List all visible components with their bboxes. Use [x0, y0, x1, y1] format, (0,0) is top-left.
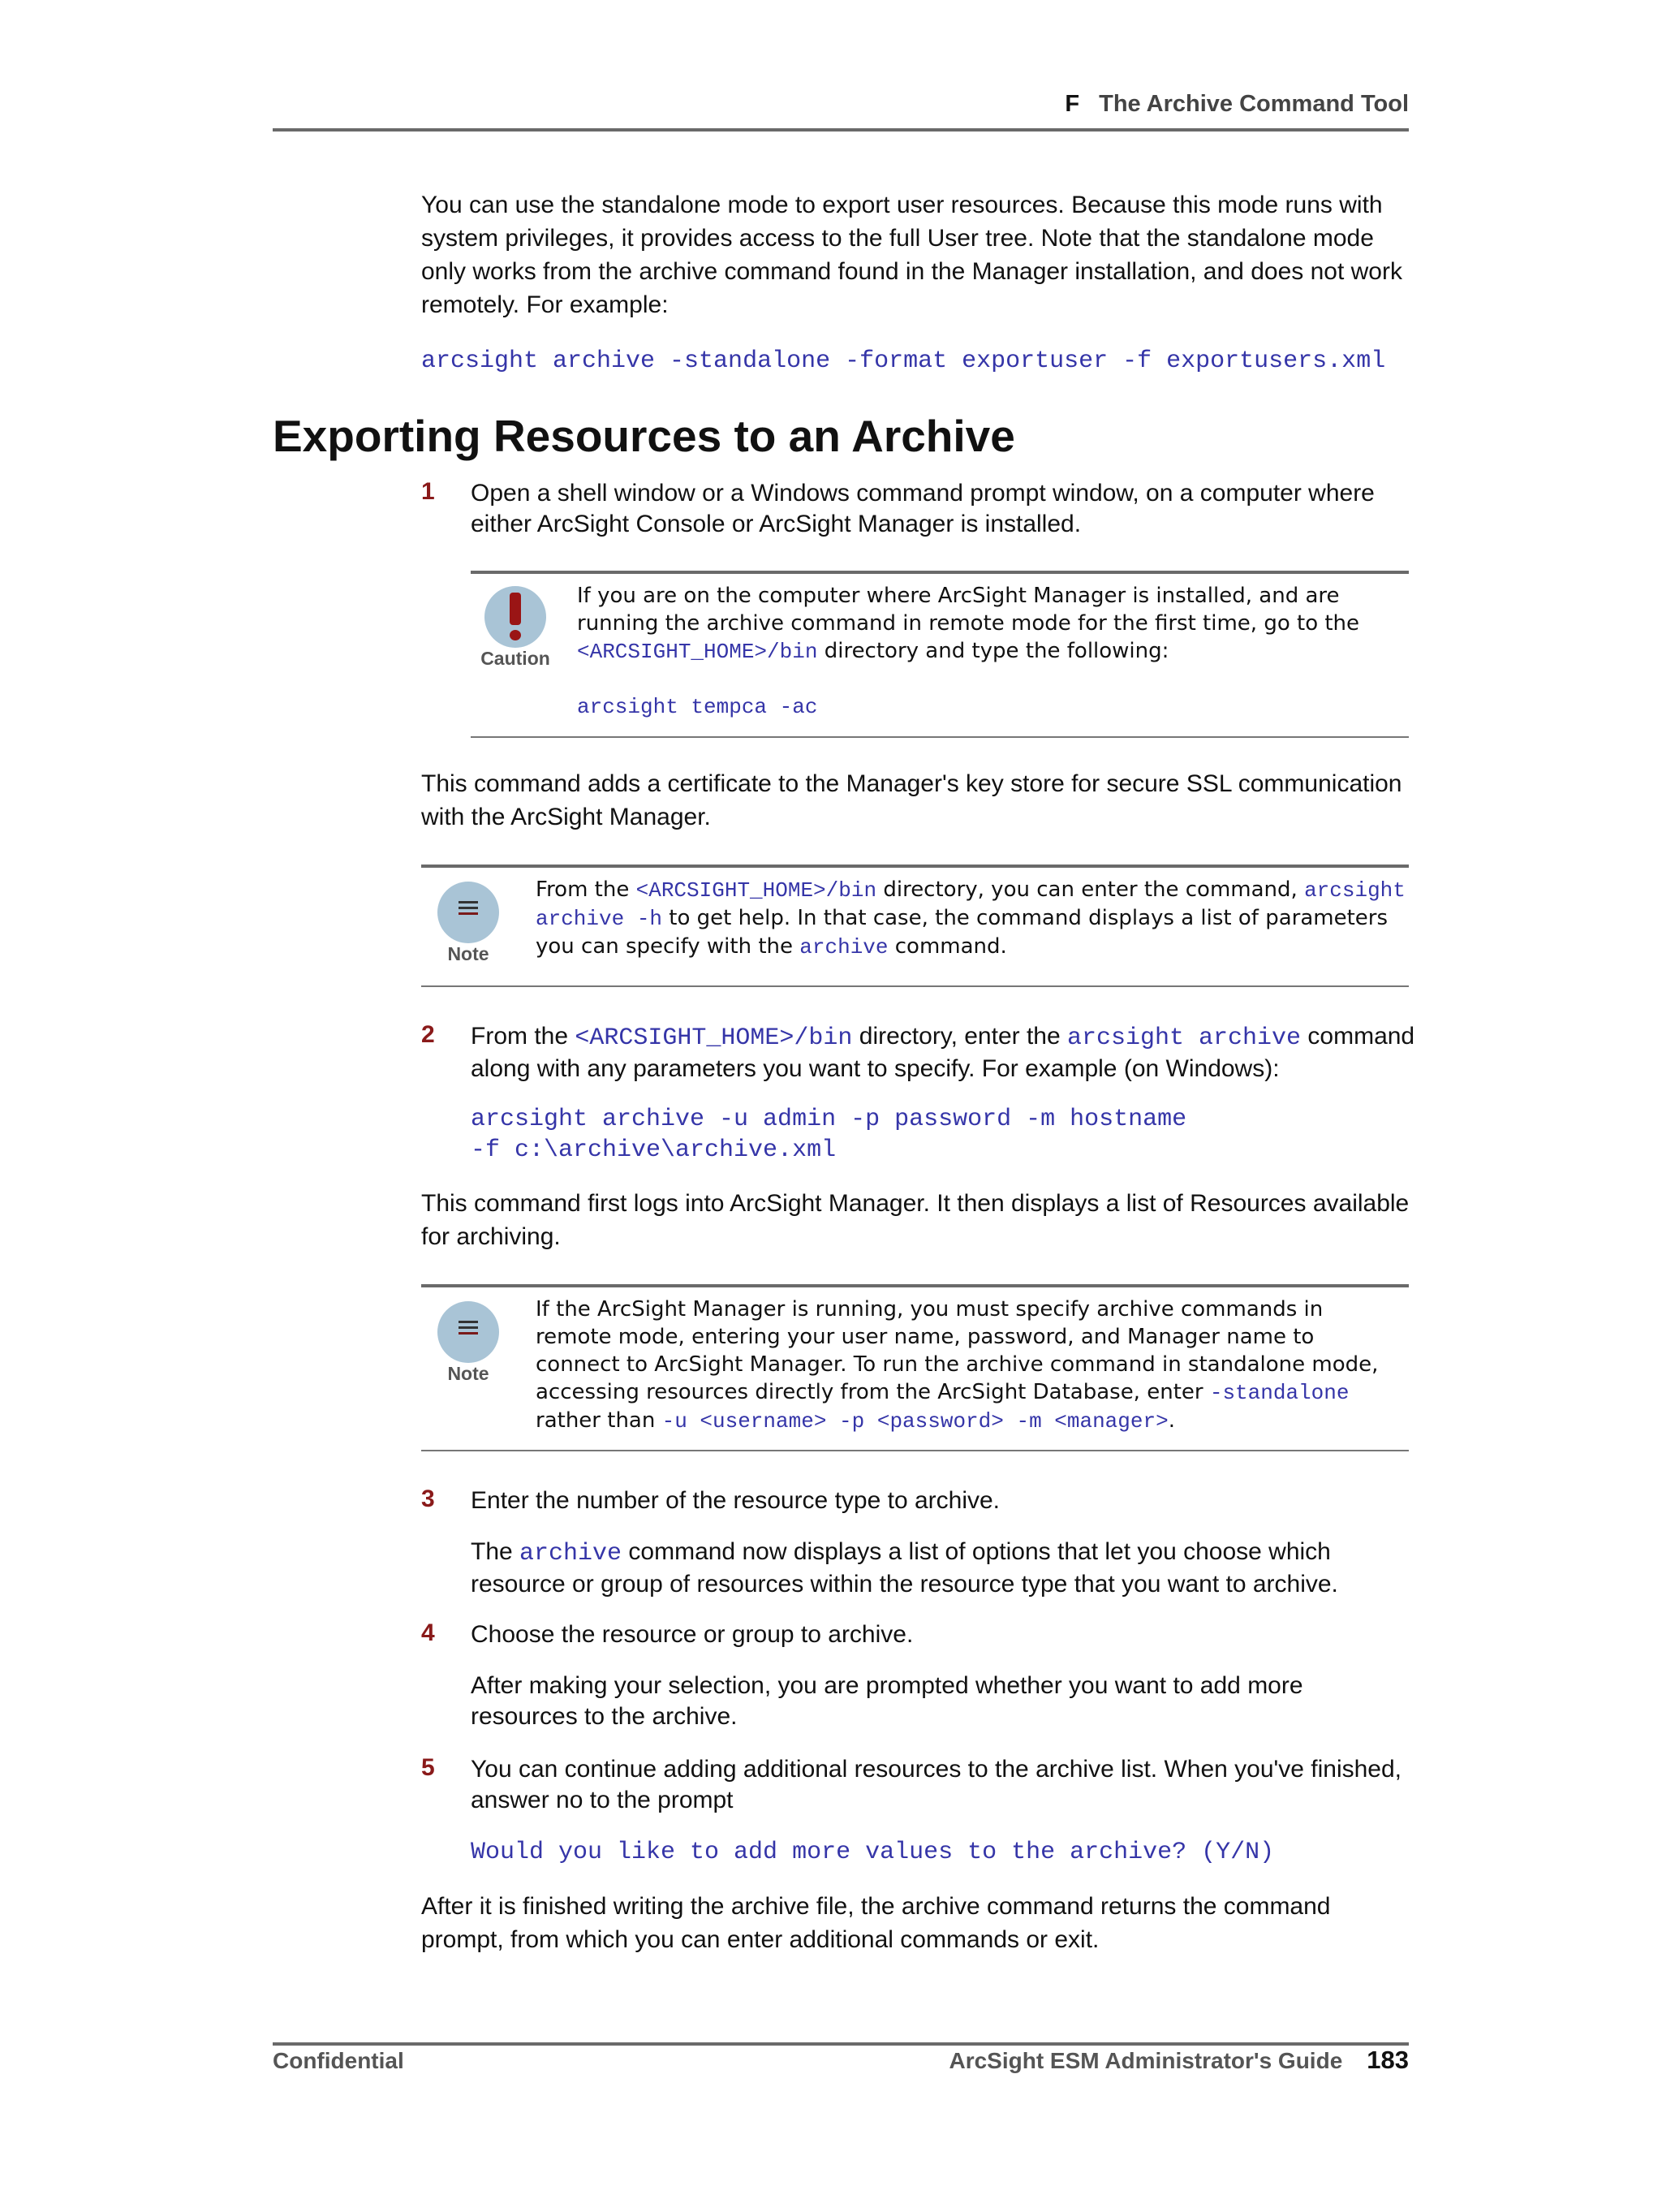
caution-text-part: If you are on the computer where ArcSight Manager is installed, and are running the archive command in remote mode for the first time, go to the [577, 584, 1360, 636]
caution-icon [479, 586, 552, 670]
note-top-rule [421, 1284, 1409, 1287]
note-text-part: to get help. In that case, the command displays a list of parameters you can specify with the [536, 906, 1389, 959]
header-rule [273, 128, 1409, 132]
footer-guide [949, 2046, 1409, 2075]
step-text: You can continue adding additional resources to the archive list. When you've finished, answer no to the prompt [471, 1756, 1402, 1813]
inline-code: arcsight archive -h [536, 878, 1406, 931]
note-text [536, 876, 1409, 961]
inline-code: <ARCSIGHT_HOME>/bin [577, 640, 818, 664]
step-text-part: From the [471, 1023, 575, 1050]
step-text-part: The [471, 1538, 520, 1565]
paragraph: This command first logs into ArcSight Manager. It then displays a list of Resources available for archiving. [421, 1190, 1410, 1250]
caution-top-rule [471, 571, 1409, 574]
step-detail [471, 1537, 1371, 1600]
running-header [1065, 91, 1409, 118]
caution-code: arcsight tempca -ac [577, 695, 818, 719]
note-icon [432, 1301, 505, 1385]
step-number: 5 [421, 1754, 435, 1781]
step-text-part: directory, enter the [852, 1023, 1068, 1050]
step-text [471, 1021, 1416, 1084]
intro-paragraph: You can use the standalone mode to export user resources. Because this mode runs with system privileges, it provides access to the full User tree. Note that the standalone mode only works from the archive command found in the Manager installation, and does not work remotely. For example: [421, 192, 1402, 318]
inline-code: <ARCSIGHT_HOME>/bin [635, 878, 877, 903]
section-heading: Exporting Resources to an Archive [273, 411, 1015, 461]
chapter-letter: F [1065, 91, 1080, 117]
note-text-part: If the ArcSight Manager is running, you must specify archive commands in remote mode, entering your user name, password, and Manager name to connect to ArcSight Manager. To run the archive command in standalone mode, accessing resources directly from the ArcSight Database, enter [536, 1297, 1379, 1404]
note-label: Note [447, 943, 489, 964]
prompt-code: Would you like to add more values to the archive? (Y/N) [471, 1839, 1275, 1866]
code-line: arcsight archive -u admin -p password -m hostname [471, 1106, 1187, 1133]
step-number: 1 [421, 478, 435, 505]
intro-code: arcsight archive -standalone -format exportuser -f exportusers.xml [421, 347, 1386, 375]
caution-label: Caution [480, 648, 550, 669]
step-text-part: command now displays a list of options that let you choose which resource or group of resources within the resource type that you want to archive. [471, 1538, 1338, 1598]
caution-text [577, 582, 1405, 666]
inline-code: archive [519, 1540, 622, 1567]
step-number: 4 [421, 1619, 435, 1646]
caution-bottom-rule [471, 736, 1409, 738]
note-icon [432, 882, 505, 965]
note-label: Note [447, 1363, 489, 1384]
note-text-part: command. [888, 934, 1007, 959]
page-number: 183 [1367, 2046, 1409, 2074]
step-text-part: command along with any parameters you want to specify. For example (on Windows): [471, 1023, 1415, 1082]
step-text: Open a shell window or a Windows command prompt window, on a computer where either ArcSight Console or ArcSight Manager is installed. [471, 480, 1375, 537]
inline-code: archive [799, 935, 889, 959]
note-text [536, 1296, 1396, 1435]
note-text-part: directory, you can enter the command, [876, 877, 1305, 902]
step-detail: After making your selection, you are prompted whether you want to add more resources to the archive. [471, 1672, 1303, 1730]
inline-code: -u <username> -p <password> -m <manager> [661, 1409, 1169, 1434]
note-bottom-rule [421, 1450, 1409, 1451]
note-text-part: rather than [536, 1408, 662, 1433]
note-text-part: . [1168, 1408, 1175, 1433]
chapter-title: The Archive Command Tool [1099, 91, 1409, 117]
step-number: 3 [421, 1485, 435, 1512]
footer-confidential: Confidential [273, 2048, 404, 2073]
paragraph: This command adds a certificate to the Manager's key store for secure SSL communication with the ArcSight Manager. [421, 770, 1402, 830]
inline-code: -standalone [1209, 1381, 1350, 1405]
note-top-rule [421, 865, 1409, 868]
note-text-part: From the [536, 877, 636, 902]
caution-text-part: directory and type the following: [817, 639, 1169, 663]
step-number: 2 [421, 1021, 435, 1048]
paragraph: After it is finished writing the archive file, the archive command returns the command prompt, from which you can enter additional commands or exit. [421, 1893, 1331, 1953]
inline-code: arcsight archive [1067, 1024, 1302, 1052]
note-bottom-rule [421, 985, 1409, 987]
guide-title: ArcSight ESM Administrator's Guide [949, 2048, 1343, 2073]
step-text: Enter the number of the resource type to archive. [471, 1487, 1001, 1514]
step-text: Choose the resource or group to archive. [471, 1621, 914, 1648]
inline-code: <ARCSIGHT_HOME>/bin [575, 1024, 853, 1052]
code-line: -f c:\archive\archive.xml [471, 1136, 837, 1164]
